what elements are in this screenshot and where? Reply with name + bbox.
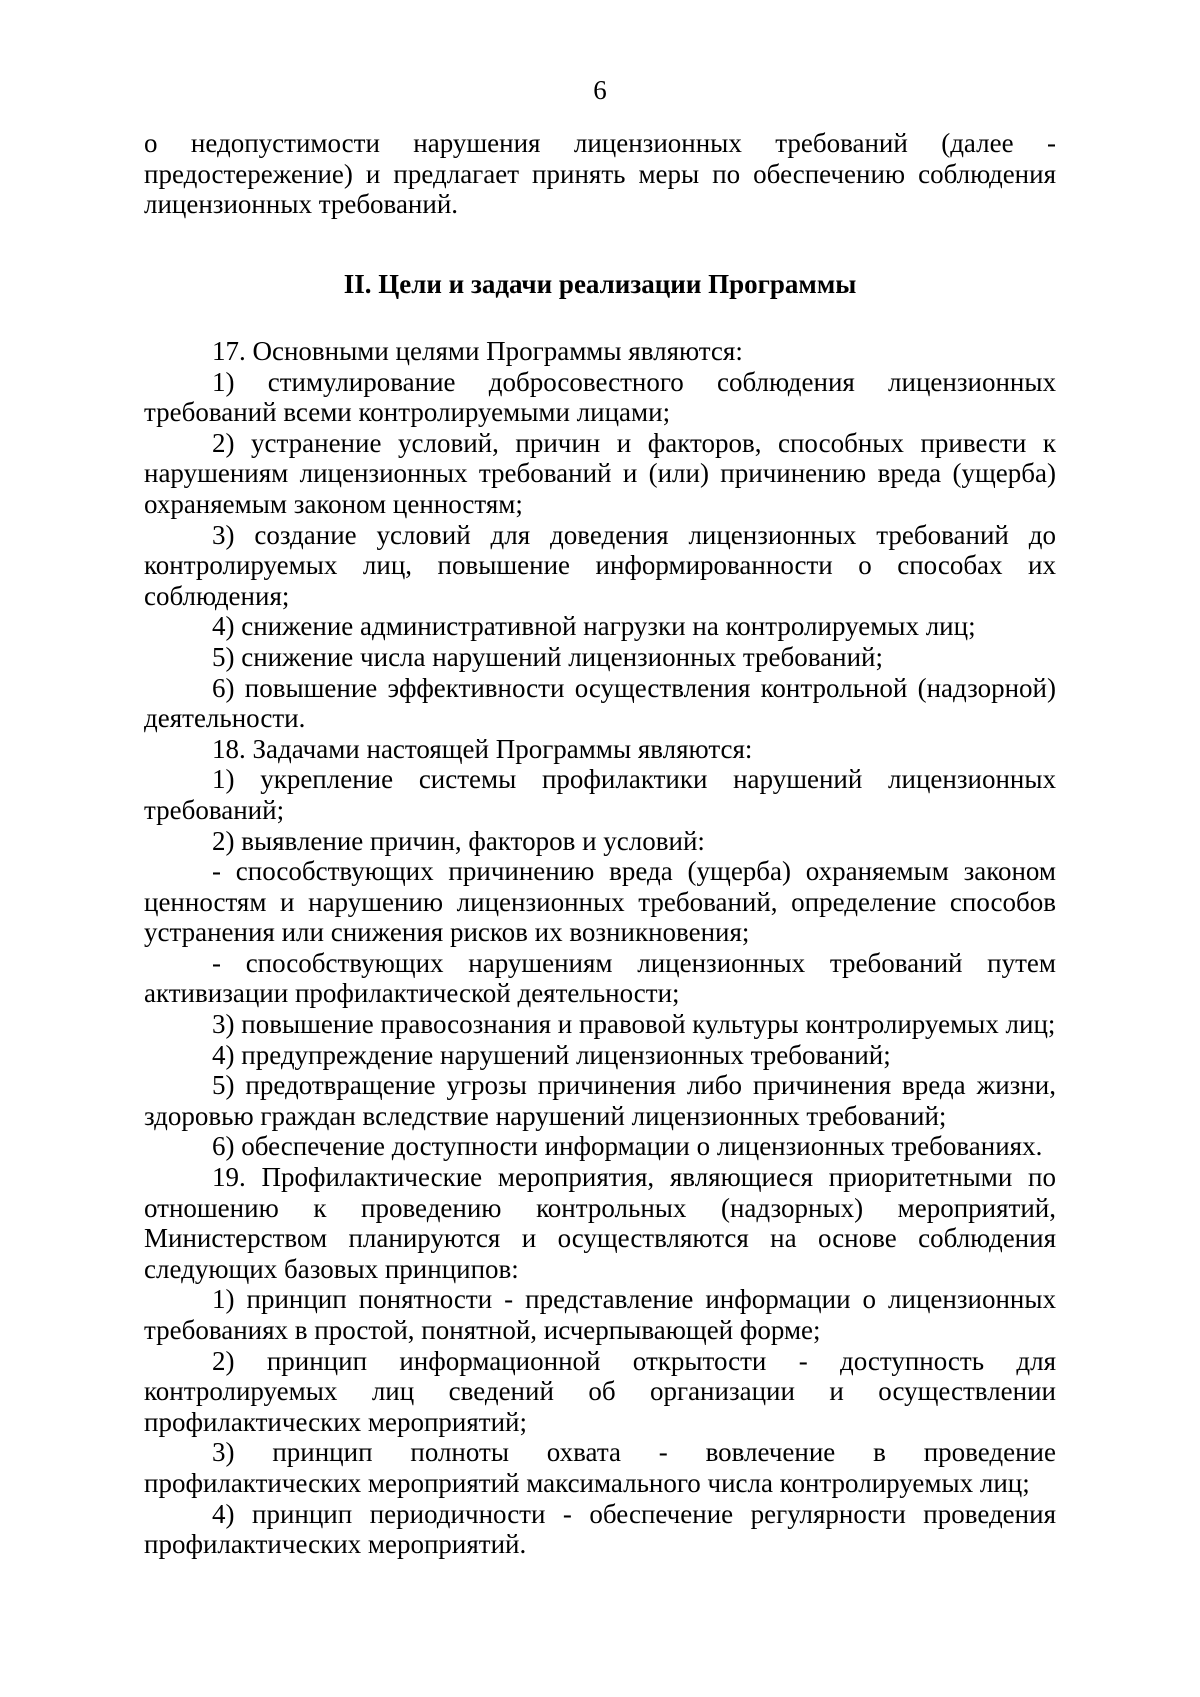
paragraph: 1) стимулирование добросовестного соблюдения лицензионных требований всеми контролируемыми лицами;	[144, 366, 1056, 428]
paragraph: 5) снижение числа нарушений лицензионных требований;	[212, 641, 883, 672]
section-body	[144, 336, 1056, 1560]
paragraph: 4) снижение административной нагрузки на контролируемых лиц;	[212, 611, 976, 642]
paragraph: 6) повышение эффективности осуществления контрольной (надзорной) деятельности.	[144, 672, 1056, 734]
section-heading: II. Цели и задачи реализации Программы	[343, 269, 857, 299]
paragraph: 2) выявление причин, факторов и условий:	[212, 825, 705, 856]
paragraph: 2) принцип информационной открытости - доступность для контролируемых лиц сведений об организации и осуществлении профилактических мероприятий;	[144, 1345, 1056, 1437]
paragraph: 4) предупреждение нарушений лицензионных требований;	[212, 1039, 891, 1070]
paragraph: 3) принцип полноты охвата - вовлечение в проведение профилактических мероприятий максимального числа контролируемых лиц;	[144, 1437, 1056, 1498]
paragraph: 3) повышение правосознания и правовой культуры контролируемых лиц;	[212, 1009, 1056, 1040]
page-number: 6	[593, 75, 607, 105]
paragraph: - способствующих нарушениям лицензионных требований путем активизации профилактической деятельности;	[144, 947, 1056, 1009]
paragraph: 3) создание условий для доведения лицензионных требований до контролируемых лиц, повышение информированности о способах их соблюдения;	[144, 519, 1056, 611]
intro-text	[144, 128, 1056, 220]
paragraph: 1) принцип понятности - представление информации о лицензионных требованиях в простой, понятной, исчерпывающей форме;	[144, 1284, 1056, 1345]
paragraph: 4) принцип периодичности - обеспечение регулярности проведения профилактических мероприятий.	[144, 1498, 1056, 1560]
paragraph: 6) обеспечение доступности информации о лицензионных требованиях.	[212, 1131, 1043, 1162]
paragraph: 18. Задачами настоящей Программы являются:	[212, 733, 753, 764]
paragraph: 5) предотвращение угрозы причинения либо причинения вреда жизни, здоровью граждан вследствие нарушений лицензионных требований;	[144, 1070, 1056, 1131]
paragraph: 19. Профилактические мероприятия, являющиеся приоритетными по отношению к проведению контрольных (надзорных) мероприятий, Министерством планируются и осуществляются на основе соблюдения следующих базовых принципов:	[144, 1162, 1056, 1284]
paragraph: 17. Основными целями Программы являются:	[212, 336, 743, 366]
paragraph: - способствующих причинению вреда (ущерба) охраняемым законом ценностям и нарушению лицензионных требований, определение способов устранения или снижения рисков их возникновения;	[144, 856, 1056, 948]
paragraph: о недопустимости нарушения лицензионных требований (далее - предостережение) и предлагает принять меры по обеспечению соблюдения лицензионных требований.	[144, 128, 1056, 220]
paragraph: 2) устранение условий, причин и факторов, способных привести к нарушениям лицензионных требований и (или) причинению вреда (ущерба) охраняемым законом ценностям;	[144, 427, 1056, 519]
paragraph: 1) укрепление системы профилактики нарушений лицензионных требований;	[144, 764, 1056, 825]
